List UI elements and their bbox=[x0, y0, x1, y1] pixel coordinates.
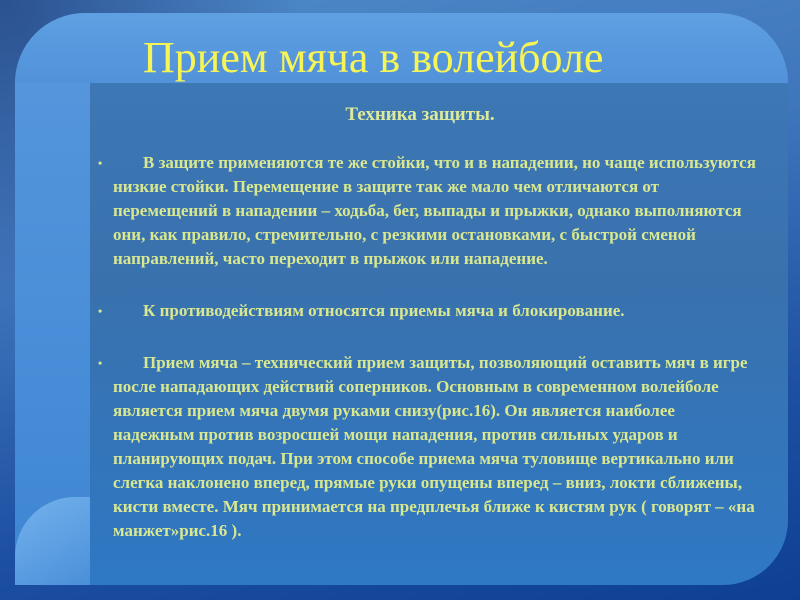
bullet-line: слегка наклонено вперед, прямые руки опущены вперед – вниз, локти сближены, bbox=[113, 473, 743, 492]
bullet-line: В защите применяются те же стойки, что и в нападении, но чаще используются bbox=[143, 153, 756, 172]
bullet-marker: • bbox=[98, 304, 103, 318]
bullet-line: К противодействиям относятся приемы мяча и блокирование. bbox=[143, 301, 625, 320]
slide-title: Прием мяча в волейболе bbox=[143, 33, 604, 82]
bullet-lines bbox=[113, 299, 766, 323]
bullet-item bbox=[98, 151, 766, 271]
bullet-line: низкие стойки. Перемещение в защите так же мало чем отличаются от bbox=[113, 177, 660, 196]
bullet-line: Прием мяча – технический прием защиты, позволяющий оставить мяч в игре bbox=[143, 353, 748, 372]
bullet-marker: • bbox=[98, 356, 103, 370]
bullet-line: направлений, часто переходит в прыжок или нападение. bbox=[113, 249, 548, 268]
bullet-item bbox=[98, 351, 766, 543]
bullet-item bbox=[98, 299, 766, 323]
bullet-lines bbox=[113, 351, 766, 543]
slide-subtitle: Техника защиты. bbox=[345, 104, 495, 125]
bullet-line: кисти вместе. Мяч принимается на предплечья ближе к кистям рук ( говорят – «на bbox=[113, 497, 755, 516]
bullet-line: планирующих подач. При этом способе приема мяча туловище вертикально или bbox=[113, 449, 734, 468]
bullet-line: они, как правило, стремительно, с резкими остановками, с быстрой сменой bbox=[113, 225, 696, 244]
bullet-line: надежным против возросшей мощи нападения, против сильных ударов и bbox=[113, 425, 678, 444]
bullet-line: является прием мяча двумя руками снизу(рис.16). Он является наиболее bbox=[113, 401, 675, 420]
bullet-marker: • bbox=[98, 156, 103, 170]
bullet-line: перемещений в нападении – ходьба, бег, выпады и прыжки, однако выполняются bbox=[113, 201, 742, 220]
bullet-list bbox=[98, 151, 766, 571]
bullet-line: после нападающих действий соперников. Основным в современном волейболе bbox=[113, 377, 719, 396]
bullet-lines bbox=[113, 151, 766, 271]
bullet-line: манжет»рис.16 ). bbox=[113, 521, 242, 540]
